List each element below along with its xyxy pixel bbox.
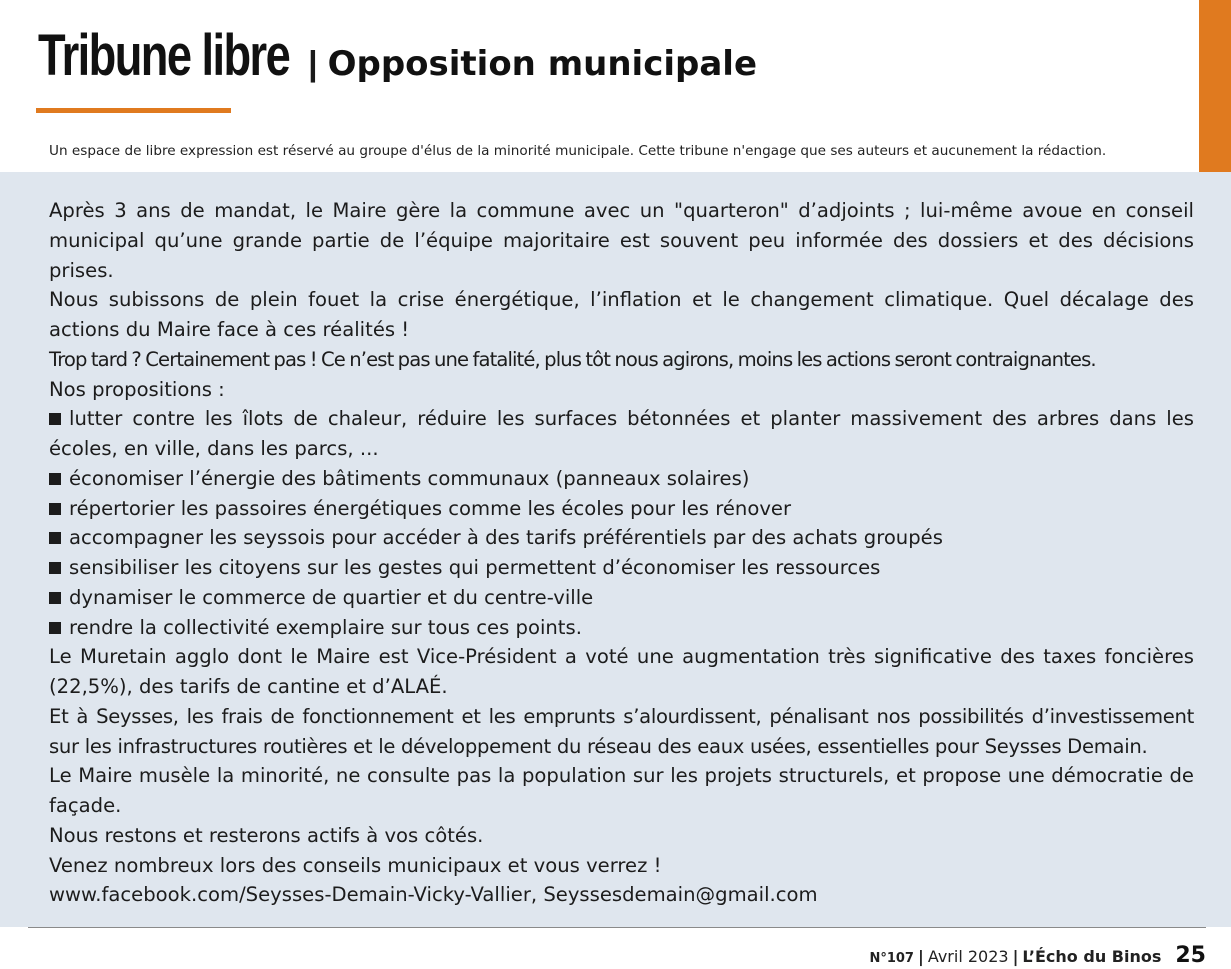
- list-item-text: lutter contre les îlots de chaleur, réduire les surfaces bétonnées et planter massivement des arbres dans les écoles, en ville, dans les parcs, ...: [49, 407, 1194, 460]
- list-item: [49, 464, 1194, 494]
- paragraph: Après 3 ans de mandat, le Maire gère la commune avec un "quarteron" d’adjoints ; lui-même avoue en conseil municipal qu’une grande partie de l’équipe majoritaire est souvent peu informée des dossiers et des décisions prises.: [49, 199, 1194, 282]
- magazine-name: L’Écho du Binos: [1022, 947, 1162, 966]
- bullet-square-icon: [49, 622, 61, 634]
- paragraph: Nos propositions :: [49, 377, 225, 401]
- footer-separator: |: [1012, 947, 1019, 966]
- intro-note: Un espace de libre expression est réservé au groupe d'élus de la minorité municipale. Cette tribune n'engage que ses auteurs et aucunement la rédaction.: [49, 143, 1107, 159]
- title-separator: |: [308, 45, 318, 83]
- list-item: [49, 404, 1194, 464]
- paragraph: Venez nombreux lors des conseils municipaux et vous verrez !: [49, 853, 662, 877]
- paragraph: Nous subissons de plein fouet la crise énergétique, l’inflation et le changement climatique. Quel décalage des actions du Maire face à ces réalités !: [49, 288, 1194, 341]
- list-item: [49, 494, 1194, 524]
- page-number: 25: [1175, 943, 1206, 968]
- list-item-text: rendre la collectivité exemplaire sur tous ces points.: [69, 615, 582, 639]
- list-item-text: répertorier les passoires énergétiques comme les écoles pour les rénover: [69, 496, 792, 520]
- page-footer: [869, 943, 1206, 968]
- title-underline: [36, 108, 231, 113]
- bullet-square-icon: [49, 532, 61, 544]
- paragraph: Et à Seysses, les frais de fonctionnement et les emprunts s’alourdissent, pénalisant nos possibilités d’investissement sur les infrastructures routières et le développement du réseau des eaux usées, essentielles pour Seysses Demain.: [49, 704, 1194, 758]
- bullet-square-icon: [49, 562, 61, 574]
- article-body: [49, 196, 1194, 910]
- bullet-square-icon: [49, 413, 61, 425]
- page-title: Tribune libre: [38, 23, 290, 88]
- bullet-square-icon: [49, 592, 61, 604]
- list-item: [49, 523, 1194, 553]
- issue-number: N°107: [869, 951, 914, 966]
- list-item-text: dynamiser le commerce de quartier et du centre-ville: [69, 585, 594, 609]
- issue-date: Avril 2023: [927, 947, 1009, 966]
- list-item-text: accompagner les seyssois pour accéder à des tarifs préférentiels par des achats groupés: [69, 526, 943, 550]
- footer-divider: [28, 927, 1206, 928]
- paragraph: Nous restons et resterons actifs à vos côtés.: [49, 823, 484, 847]
- contact-links[interactable]: www.facebook.com/Seysses-Demain-Vicky-Vallier, Seyssesdemain@gmail.com: [49, 883, 818, 907]
- page-subtitle: Opposition municipale: [327, 44, 758, 84]
- list-item: [49, 613, 1194, 643]
- page-header: [38, 22, 757, 89]
- accent-bar: [1199, 0, 1231, 172]
- footer-separator: |: [917, 947, 924, 966]
- bullet-square-icon: [49, 473, 61, 485]
- list-item-text: sensibiliser les citoyens sur les gestes qui permettent d’économiser les ressources: [69, 556, 881, 579]
- paragraph: Le Maire musèle la minorité, ne consulte pas la population sur les projets structurels, et propose une démocratie de façade.: [49, 764, 1194, 817]
- paragraph: Trop tard ? Certainement pas ! Ce n’est pas une fatalité, plus tôt nous agirons, moins les actions seront contraignantes.: [49, 347, 1096, 371]
- paragraph: Le Muretain agglo dont le Maire est Vice-Président a voté une augmentation très significative des taxes foncières (22,5%), des tarifs de cantine et d’ALAÉ.: [49, 645, 1194, 698]
- list-item: [49, 583, 1194, 613]
- bullet-square-icon: [49, 503, 61, 515]
- list-item-text: économiser l’énergie des bâtiments communaux (panneaux solaires): [69, 466, 750, 490]
- list-item: [49, 553, 1194, 583]
